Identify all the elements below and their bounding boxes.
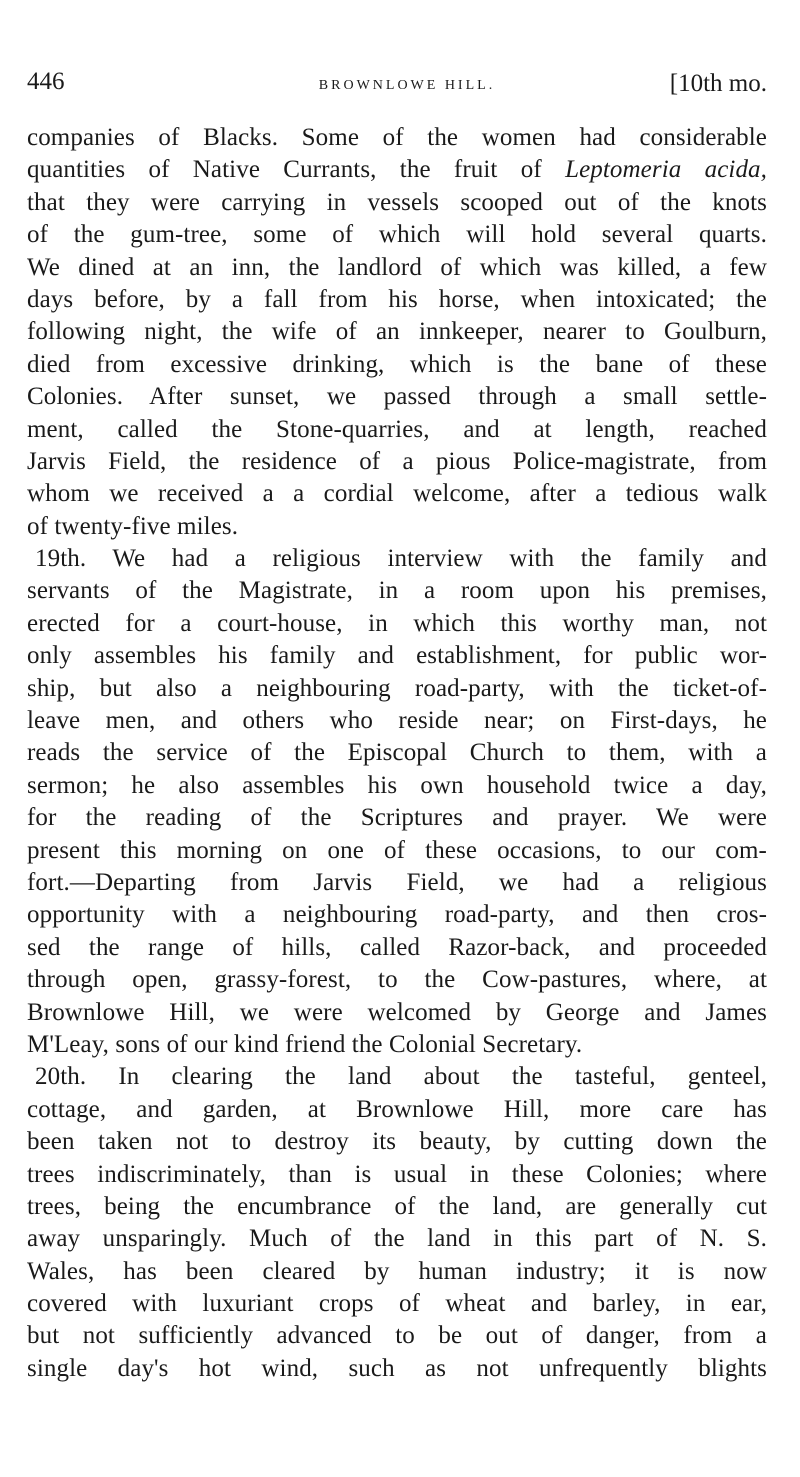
body-text	[27, 122, 767, 1385]
text-line: of twenty-five miles.	[27, 512, 239, 540]
text-line: Brownlowe Hill, we were welcomed by George and James	[27, 998, 767, 1026]
text-line: trees indiscriminately, than is usual in these Colonies; where	[27, 1160, 767, 1188]
text-line: through open, grassy-forest, to the Cow-pastures, where, at	[27, 966, 767, 994]
text-line: fort.—Departing from Jarvis Field, we had a religious	[27, 868, 767, 896]
text-line: M'Leay, sons of our kind friend the Colonial Secretary.	[27, 1030, 583, 1058]
text-line: away unsparingly. Much of the land in this part of N. S.	[27, 1225, 767, 1253]
text-line: sed the range of hills, called Razor-back, and proceeded	[27, 933, 767, 961]
text-line: ship, but also a neighbouring road-party, with the ticket-of-	[27, 674, 767, 702]
text-line: cottage, and garden, at Brownlowe Hill, more care has	[27, 1095, 767, 1123]
text-line: present this morning on one of these occasions, to our com-	[27, 836, 767, 864]
page-number: 446	[27, 68, 65, 95]
text-line: Wales, has been cleared by human industry; it is now	[27, 1257, 767, 1285]
text-line: Jarvis Field, the residence of a pious Police-magistrate, from	[27, 447, 767, 475]
text-line: servants of the Magistrate, in a room upon his premises,	[27, 577, 767, 605]
text-line: single day's hot wind, such as not unfrequently blights	[27, 1354, 767, 1382]
text-line: companies of Blacks. Some of the women had considerable	[27, 124, 767, 151]
text-line: whom we received a a cordial welcome, after a tedious walk	[27, 480, 767, 508]
text-line: been taken not to destroy its beauty, by cutting down the	[27, 1128, 767, 1156]
section-mark: [10th mo.	[669, 70, 767, 97]
text-line: sermon; he also assembles his own household twice a day,	[27, 771, 767, 799]
text-line: opportunity with a neighbouring road-party, and then cros-	[27, 901, 767, 929]
text-line: only assembles his family and establishment, for public wor-	[27, 642, 767, 670]
text-line	[27, 154, 767, 186]
text-line: Colonies. After sunset, we passed through a small settle-	[27, 383, 767, 411]
text-line: reads the service of the Episcopal Church to them, with a	[27, 739, 767, 767]
running-head: BROWNLOWE HILL.	[318, 78, 496, 93]
text-line: for the reading of the Scriptures and prayer. We were	[27, 804, 767, 832]
text-line: 20th. In clearing the land about the tasteful, genteel,	[35, 1063, 767, 1091]
text-line: covered with luxuriant crops of wheat and barley, in ear,	[27, 1290, 767, 1318]
text-line: but not sufficiently advanced to be out of danger, from a	[27, 1322, 767, 1350]
text-line: died from excessive drinking, which is the bane of these	[27, 350, 767, 378]
text-segment: quantities of Native Currants, the fruit of	[27, 156, 542, 184]
page-header	[27, 60, 767, 100]
text-line: 19th. We had a religious interview with the family and	[35, 545, 767, 573]
text-line: days before, by a fall from his horse, when intoxicated; the	[27, 285, 767, 313]
text-line: leave men, and others who reside near; on First-days, he	[27, 707, 767, 735]
text-line: trees, being the encumbrance of the land, are generally cut	[27, 1192, 767, 1220]
text-line: We dined at an inn, the landlord of which was killed, a few	[27, 253, 767, 281]
text-line: ment, called the Stone-quarries, and at length, reached	[27, 415, 767, 443]
text-line: that they were carrying in vessels scooped out of the knots	[27, 188, 767, 216]
species-name: Leptomeria acida,	[565, 156, 767, 184]
text-line: of the gum-tree, some of which will hold several quarts.	[27, 221, 767, 249]
text-line: erected for a court-house, in which this worthy man, not	[27, 609, 767, 637]
text-line: following night, the wife of an innkeeper, nearer to Goulburn,	[27, 318, 767, 346]
